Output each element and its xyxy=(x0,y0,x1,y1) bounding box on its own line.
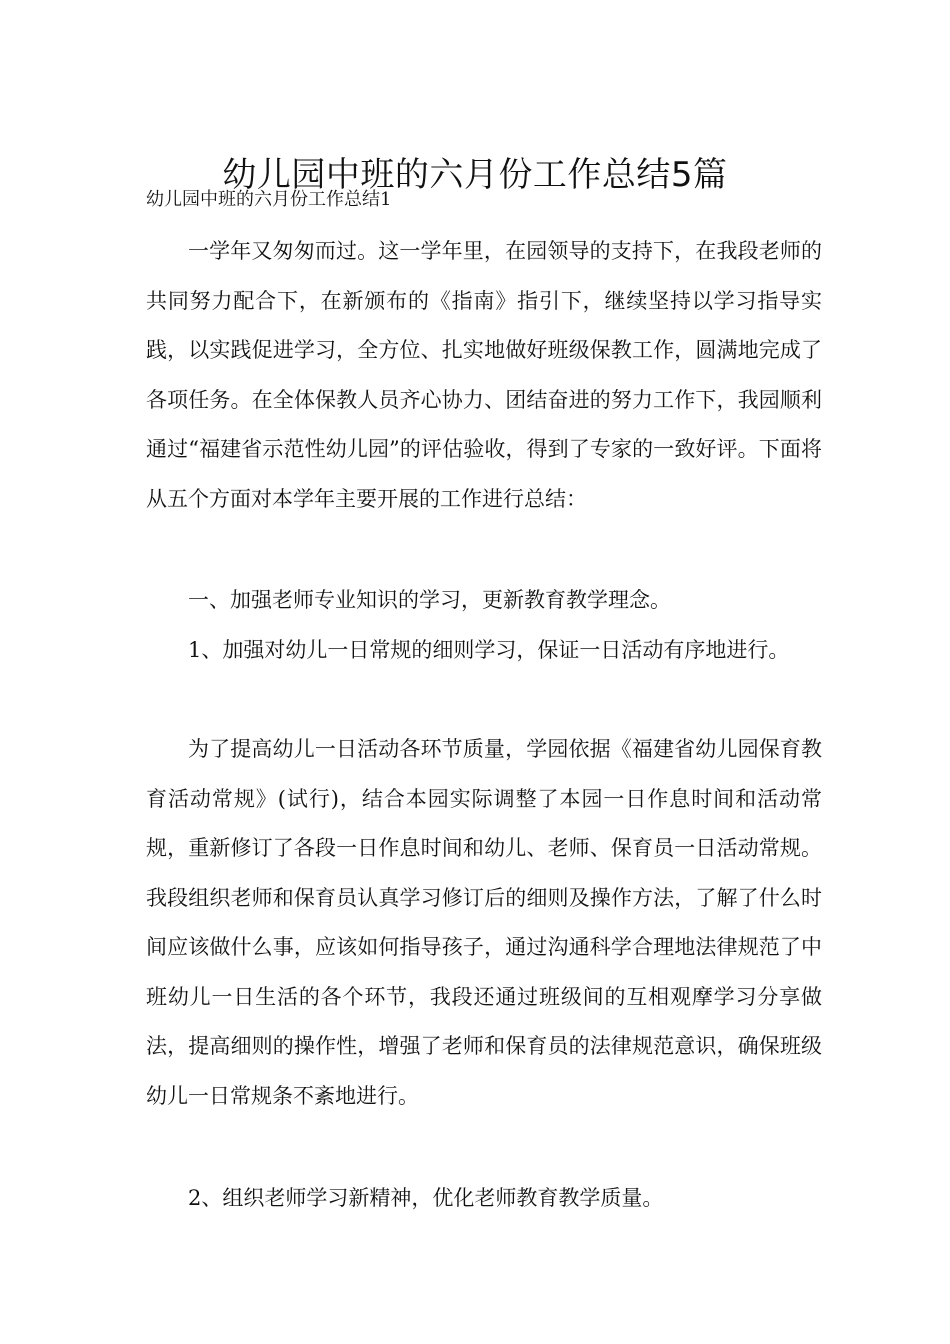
paragraph-item-two: 2、组织老师学习新精神，优化老师教育教学质量。 xyxy=(188,1186,664,1210)
section-heading: 幼儿园中班的六月份工作总结1 xyxy=(146,189,392,210)
paragraph-item-one: 1、加强对幼儿一日常规的细则学习，保证一日活动有序地进行。 xyxy=(188,638,790,662)
paragraph-intro: 一学年又匆匆而过。这一学年里，在园领导的支持下，在我段老师的共同努力配合下，在新颁布的《指南》指引下，继续坚持以学习指导实践，以实践促进学习，全方位、扎实地做好班级保教工作，圆满地完成了各项任务。在全体保教人员齐心协力、团结奋进的努力工作下，我园顺利通过“福建省示范性幼儿园”的评估验收，得到了专家的一致好评。下面将从五个方面对本学年主要开展的工作进行总结： xyxy=(146,239,822,511)
document-title: 幼儿园中班的六月份工作总结5篇 xyxy=(222,154,728,195)
paragraph-section-one-heading: 一、加强老师专业知识的学习，更新教育教学理念。 xyxy=(188,588,671,612)
paragraph-routine-details: 为了提高幼儿一日活动各环节质量，学园依据《福建省幼儿园保育教育活动常规》(试行)，结合本园实际调整了本园一日作息时间和活动常规，重新修订了各段一日作息时间和幼儿、老师、保育员一日活动常规。我段组织老师和保育员认真学习修订后的细则及操作方法，了解了什么时间应该做什么事，应该如何指导孩子，通过沟通科学合理地法律规范了中班幼儿一日生活的各个环节，我段还通过班级间的互相观摩学习分享做法，提高细则的操作性，增强了老师和保育员的法律规范意识，确保班级幼儿一日常规条不紊地进行。 xyxy=(146,737,822,1108)
